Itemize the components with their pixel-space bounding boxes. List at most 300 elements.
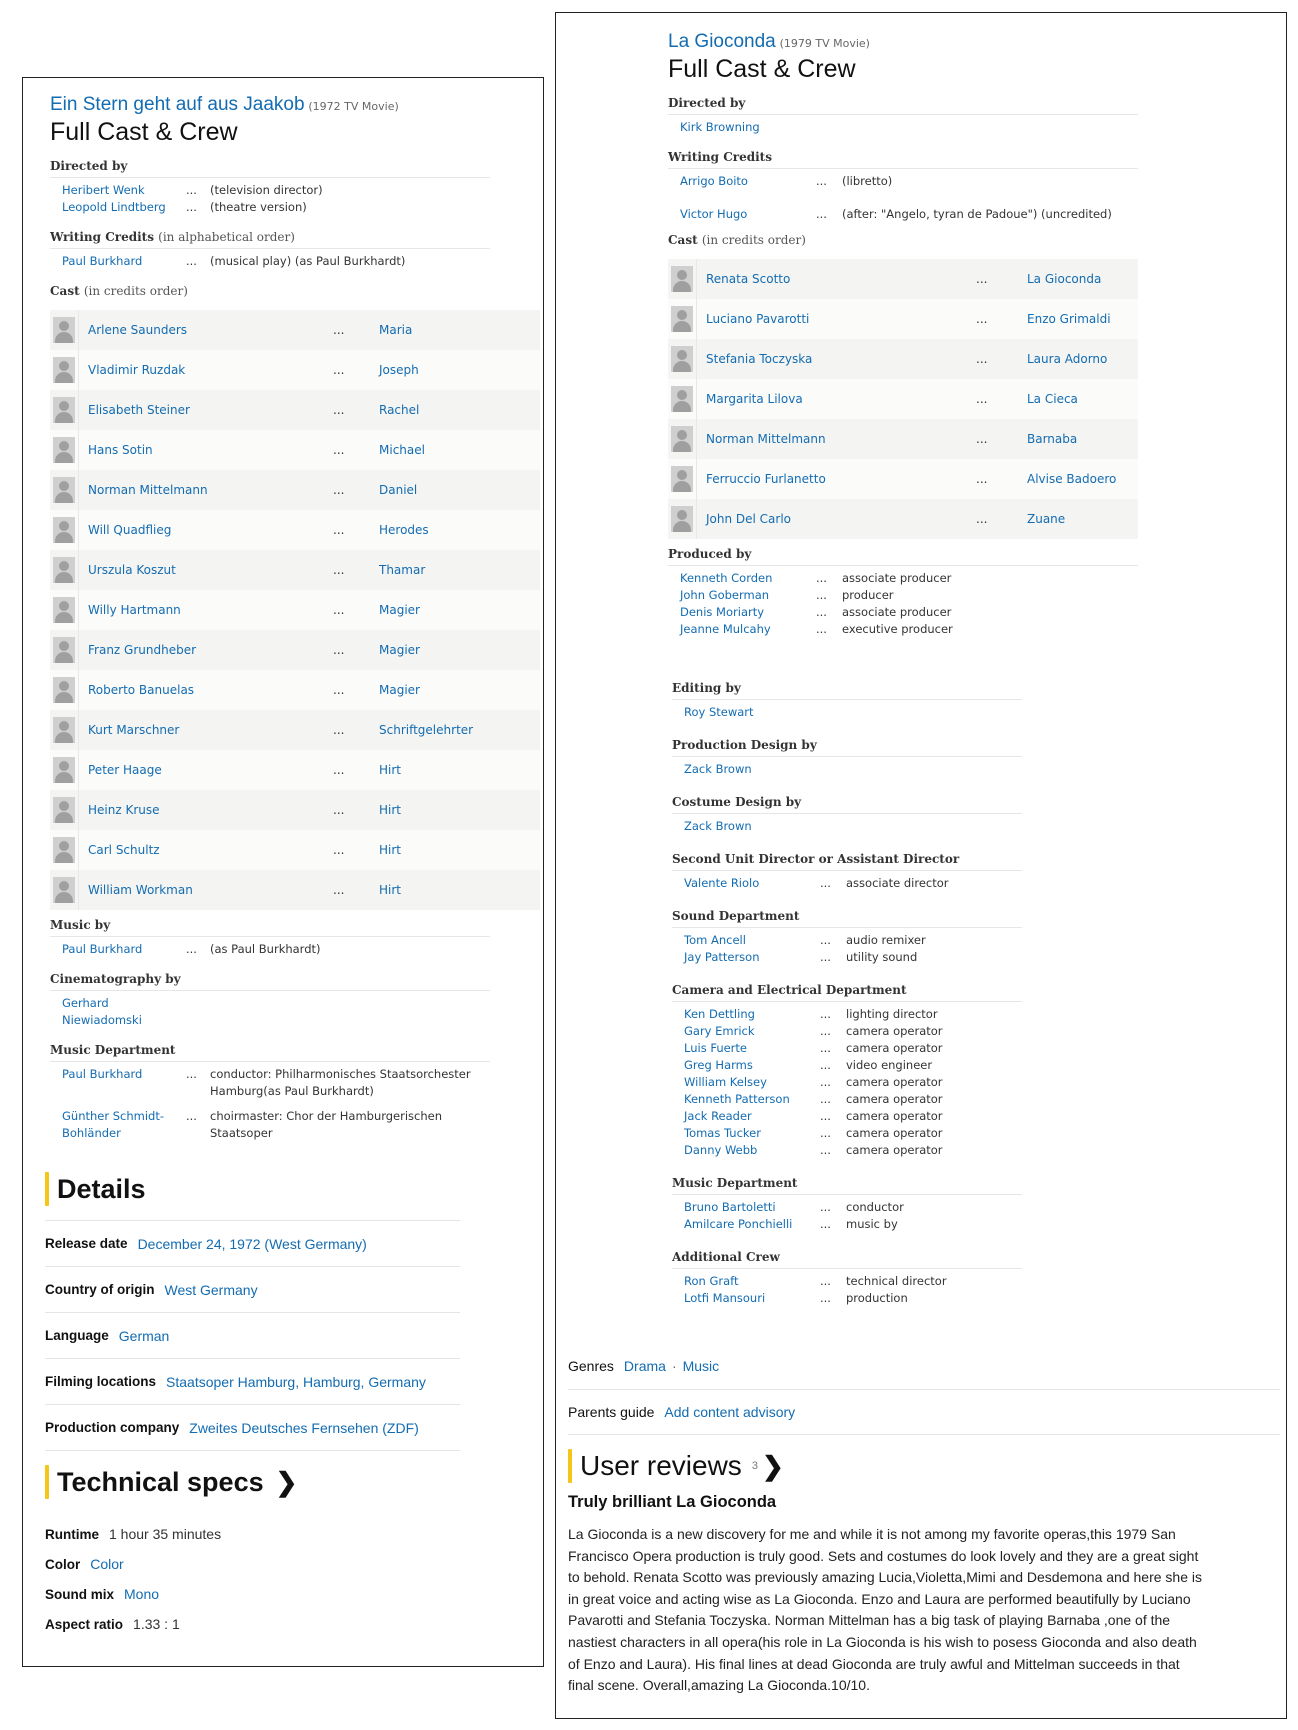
detail-value-link[interactable]: Zweites Deutsches Fernsehen (ZDF) <box>189 1419 419 1436</box>
avatar-placeholder-icon[interactable] <box>53 717 75 743</box>
cast-row <box>668 419 1138 459</box>
camera-dept-list <box>672 1006 1022 1159</box>
crew-row <box>50 1066 490 1100</box>
avatar-placeholder-icon[interactable] <box>53 797 75 823</box>
tech-specs-list <box>45 1519 460 1639</box>
crew-credit: associate producer <box>842 571 952 585</box>
crew-name-link[interactable]: Ron Graft <box>684 1274 739 1288</box>
left-title-line <box>50 94 490 116</box>
chevron-right-icon[interactable]: ❯ <box>275 1466 298 1497</box>
cast-photo-cell <box>668 339 697 379</box>
crew-row <box>672 1108 1022 1125</box>
avatar-placeholder-icon[interactable] <box>53 557 75 583</box>
left-music-dept-list <box>50 1066 490 1142</box>
actor-name-link[interactable]: John Del Carlo <box>697 499 977 539</box>
cast-row <box>668 299 1138 339</box>
character-name-link[interactable]: Rachel <box>379 390 540 430</box>
crew-dots: ... <box>820 1109 831 1123</box>
cast-dots: ... <box>333 550 379 590</box>
actor-name-link[interactable]: Willy Hartmann <box>79 590 334 630</box>
actor-name-link[interactable]: Ferruccio Furlanetto <box>697 459 977 499</box>
actor-name-link[interactable]: Carl Schultz <box>79 830 334 870</box>
left-full-cast-area <box>50 94 490 1142</box>
genres-row <box>568 1343 1280 1390</box>
cast-row <box>50 510 540 550</box>
crew-dots: ... <box>820 1200 831 1214</box>
left-directed-list <box>50 182 490 216</box>
review-line: to behold. Renata Scotto was previously amazing Lucia,Violetta,Mimi and Desdemona and here she is <box>568 1569 1202 1586</box>
crew-name-link[interactable]: Victor Hugo <box>680 207 748 221</box>
avatar-placeholder-icon[interactable] <box>671 466 693 492</box>
costume-design-list <box>672 818 1022 835</box>
crew-credit: (television director) <box>210 183 323 197</box>
cast-row <box>50 710 540 750</box>
right-produced-heading <box>668 547 1138 566</box>
crew-row <box>668 173 1138 190</box>
cast-row <box>668 339 1138 379</box>
cast-dots: ... <box>333 710 379 750</box>
actor-name-link[interactable]: Franz Grundheber <box>79 630 334 670</box>
crew-credit: (libretto) <box>842 174 893 188</box>
left-cinematography-list <box>50 995 490 1029</box>
crew-credit: executive producer <box>842 622 953 636</box>
crew-name-link[interactable]: Jack Reader <box>684 1109 752 1123</box>
crew-name-link[interactable]: Danny Webb <box>684 1143 758 1157</box>
crew-dots: ... <box>816 622 827 636</box>
cast-dots: ... <box>333 430 379 470</box>
crew-credit: utility sound <box>846 950 918 964</box>
actor-name-link[interactable]: Hans Sotin <box>79 430 334 470</box>
technical-specs-heading[interactable] <box>45 1465 460 1499</box>
crew-credit: audio remixer <box>846 933 926 947</box>
detail-label: Release date <box>45 1236 128 1251</box>
parents-guide-row <box>568 1390 1280 1435</box>
review-line: of Enzo and Laura). His final lines at dead Gioconda are truly awful and Mittelman succeeds in that <box>568 1655 1180 1672</box>
crew-name-link[interactable]: Günther Schmidt- Bohländer <box>62 1109 165 1140</box>
detail-value-link[interactable]: December 24, 1972 (West Germany) <box>137 1235 367 1252</box>
character-name-link[interactable]: Laura Adorno <box>1027 339 1138 379</box>
genres-label: Genres <box>568 1358 614 1374</box>
cast-photo-cell <box>50 430 79 470</box>
crew-name-link[interactable]: Jay Patterson <box>684 950 760 964</box>
cast-row <box>50 750 540 790</box>
cast-photo-cell <box>50 310 79 350</box>
cast-photo-cell <box>50 590 79 630</box>
right-writing-list <box>668 173 1138 223</box>
cast-photo-cell <box>50 830 79 870</box>
left-movie-title-link[interactable]: Ein Stern geht auf aus Jaakob <box>50 94 305 115</box>
cast-row <box>668 259 1138 299</box>
avatar-placeholder-icon[interactable] <box>671 346 693 372</box>
avatar-placeholder-icon[interactable] <box>671 386 693 412</box>
character-name-link[interactable]: Magier <box>379 590 540 630</box>
cast-dots: ... <box>333 590 379 630</box>
cast-row <box>50 870 540 910</box>
sound-dept-list <box>672 932 1022 966</box>
cast-dots: ... <box>333 750 379 790</box>
crew-dots: ... <box>186 254 197 268</box>
left-cast-table <box>50 310 540 910</box>
crew-name-link[interactable]: Paul Burkhard <box>62 942 143 956</box>
avatar-placeholder-icon[interactable] <box>53 597 75 623</box>
sound-dept-label: Sound Department <box>672 909 800 923</box>
second-unit-heading <box>672 852 1022 871</box>
character-name-link[interactable]: Hirt <box>379 830 540 870</box>
tech-spec-label: Aspect ratio <box>45 1616 124 1632</box>
crew-dots: ... <box>186 942 197 956</box>
right-bottom-section <box>568 1343 1280 1697</box>
crew-dots: ... <box>816 207 827 221</box>
crew-name-link[interactable]: Amilcare Ponchielli <box>684 1217 793 1231</box>
avatar-placeholder-icon[interactable] <box>53 837 75 863</box>
crew-dots: ... <box>820 1217 831 1231</box>
details-heading-text: Details <box>57 1173 146 1204</box>
crew-row <box>672 1290 1022 1307</box>
cast-dots: ... <box>976 459 1027 499</box>
actor-name-link[interactable]: Will Quadflieg <box>79 510 334 550</box>
cast-photo-cell <box>668 379 697 419</box>
crew-credit: music by <box>846 1217 898 1231</box>
crew-name-link[interactable]: Kenneth Corden <box>680 571 773 585</box>
crew-name-link[interactable]: John Goberman <box>680 588 770 602</box>
editing-list <box>672 704 1022 721</box>
cast-photo-cell <box>50 870 79 910</box>
actor-name-link[interactable]: Roberto Banuelas <box>79 670 334 710</box>
cast-dots: ... <box>333 310 379 350</box>
right-produced-label: Produced by <box>668 547 752 561</box>
cast-row <box>50 310 540 350</box>
cast-row <box>50 590 540 630</box>
avatar-placeholder-icon[interactable] <box>671 426 693 452</box>
cast-photo-cell <box>50 790 79 830</box>
cast-photo-cell <box>668 459 697 499</box>
right-produced-list <box>668 570 1138 638</box>
detail-value-link[interactable]: German <box>118 1327 170 1344</box>
crew-row <box>672 1273 1022 1290</box>
crew-name-link[interactable]: Greg Harms <box>684 1058 753 1072</box>
avatar-placeholder-icon[interactable] <box>53 357 75 383</box>
review-line: Francisco Opera production is truly good. Sets and costumes do look lovely and they are a great sight <box>568 1547 1199 1564</box>
right-writing-heading <box>668 150 1138 169</box>
detail-label: Language <box>45 1328 109 1343</box>
genre-link-drama[interactable]: Drama <box>623 1358 666 1374</box>
character-name-link[interactable]: Michael <box>379 430 540 470</box>
character-name-link[interactable]: La Cieca <box>1027 379 1138 419</box>
crew-row <box>668 119 1138 136</box>
review-line: La Gioconda is a new discovery for me and while it is not among my favorite operas,this 1979 San <box>568 1526 1176 1542</box>
tech-spec-row <box>45 1549 460 1579</box>
crew-name-link[interactable]: Bruno Bartoletti <box>684 1200 776 1214</box>
actor-name-link[interactable]: Urszula Koszut <box>79 550 334 590</box>
crew-dots: ... <box>820 1075 831 1089</box>
crew-row <box>672 1091 1022 1108</box>
right-cast-heading <box>668 233 1138 251</box>
crew-row <box>672 1006 1022 1023</box>
crew-name-link[interactable]: Luis Fuerte <box>684 1041 747 1055</box>
avatar-placeholder-icon[interactable] <box>53 477 75 503</box>
crew-dots: ... <box>820 1126 831 1140</box>
crew-name-link[interactable]: Tom Ancell <box>684 933 746 947</box>
left-cast-sub: (in credits order) <box>83 284 188 298</box>
cast-photo-cell <box>668 299 697 339</box>
crew-credit: producer <box>842 588 894 602</box>
crew-credit: camera operator <box>846 1143 943 1157</box>
review-title[interactable]: Truly brilliant La Gioconda <box>568 1493 777 1511</box>
crew-dots: ... <box>820 876 831 890</box>
review-line: final scene. Overall,amazing La Gioconda.10/10. <box>568 1677 870 1694</box>
crew-row <box>672 875 1022 892</box>
avatar-placeholder-icon[interactable] <box>671 266 693 292</box>
crew-dots: ... <box>820 1274 831 1288</box>
character-name-link[interactable]: Alvise Badoero <box>1027 459 1138 499</box>
right-cast-table <box>668 259 1138 539</box>
crew-name-link[interactable]: Tomas Tucker <box>684 1126 761 1140</box>
details-section <box>45 1172 460 1639</box>
actor-name-link[interactable]: Stefania Toczyska <box>697 339 977 379</box>
right-directed-list <box>668 119 1138 136</box>
cast-dots: ... <box>976 419 1027 459</box>
right-movie-title-link[interactable]: La Gioconda <box>668 31 776 52</box>
right-cast-sub: (in credits order) <box>701 233 806 247</box>
crew-row <box>672 1074 1022 1091</box>
details-list <box>45 1220 460 1450</box>
camera-dept-label: Camera and Electrical Department <box>672 983 907 997</box>
cast-dots: ... <box>333 470 379 510</box>
detail-label: Country of origin <box>45 1282 155 1297</box>
actor-name-link[interactable]: Norman Mittelmann <box>79 470 334 510</box>
detail-row <box>45 1312 460 1358</box>
cast-photo-cell <box>50 550 79 590</box>
tech-spec-value: 1 hour 35 minutes <box>109 1526 222 1542</box>
crew-name-link[interactable]: Kenneth Patterson <box>684 1092 790 1106</box>
cast-photo-cell <box>668 419 697 459</box>
right-cast-label: Cast <box>668 233 698 247</box>
character-name-link[interactable]: La Gioconda <box>1027 259 1138 299</box>
crew-credit: technical director <box>846 1274 947 1288</box>
crew-credit: (theatre version) <box>210 200 307 214</box>
cast-dots: ... <box>333 870 379 910</box>
cast-row <box>50 670 540 710</box>
crew-dots: ... <box>816 571 827 585</box>
character-name-link[interactable]: Joseph <box>379 350 540 390</box>
genre-link-music[interactable]: Music <box>682 1358 720 1374</box>
crew-credit: production <box>846 1291 908 1305</box>
avatar-placeholder-icon[interactable] <box>671 306 693 332</box>
crew-name-link[interactable]: Valente Riolo <box>684 876 760 890</box>
parents-guide-label: Parents guide <box>568 1404 655 1420</box>
crew-name-link[interactable]: Ken Dettling <box>684 1007 755 1021</box>
left-directed-label: Directed by <box>50 159 128 173</box>
right-writing-label: Writing Credits <box>668 150 772 164</box>
cast-dots: ... <box>333 510 379 550</box>
detail-label: Filming locations <box>45 1374 157 1389</box>
actor-name-link[interactable]: Luciano Pavarotti <box>697 299 977 339</box>
actor-name-link[interactable]: William Workman <box>79 870 334 910</box>
sound-dept-heading <box>672 909 1022 928</box>
crew-name-link[interactable]: Gary Emrick <box>684 1024 755 1038</box>
avatar-placeholder-icon[interactable] <box>53 757 75 783</box>
tech-spec-value-link[interactable]: Color <box>90 1556 124 1572</box>
right-directed-label: Directed by <box>668 96 746 110</box>
crew-name-link[interactable]: Denis Moriarty <box>680 605 765 619</box>
costume-design-heading <box>672 795 1022 814</box>
tech-spec-row <box>45 1609 460 1639</box>
avatar-placeholder-icon[interactable] <box>53 517 75 543</box>
crew-dots: ... <box>820 1024 831 1038</box>
avatar-placeholder-icon[interactable] <box>53 397 75 423</box>
right-full-cast-heading: Full Cast & Crew <box>668 55 856 83</box>
cast-photo-cell <box>50 630 79 670</box>
actor-name-link[interactable]: Heinz Kruse <box>79 790 334 830</box>
tech-spec-label: Color <box>45 1556 81 1572</box>
tech-spec-label: Runtime <box>45 1526 99 1542</box>
character-name-link[interactable]: Barnaba <box>1027 419 1138 459</box>
cast-photo-cell <box>50 710 79 750</box>
character-name-link[interactable]: Hirt <box>379 870 540 910</box>
right-screenshot-panel <box>555 12 1287 1719</box>
crew-name-link[interactable]: William Kelsey <box>684 1075 767 1089</box>
left-writing-heading <box>50 230 490 249</box>
crew-row <box>672 704 1022 721</box>
crew-row <box>672 1199 1022 1216</box>
actor-name-link[interactable]: Norman Mittelmann <box>697 419 977 459</box>
crew-dots: ... <box>186 183 197 197</box>
crew-name-link[interactable]: Jeanne Mulcahy <box>680 622 771 636</box>
right-music-dept-list <box>672 1199 1022 1233</box>
user-reviews-heading[interactable] <box>568 1449 1280 1483</box>
cast-dots: ... <box>333 350 379 390</box>
avatar-placeholder-icon[interactable] <box>53 317 75 343</box>
crew-name-link[interactable]: Zack Brown <box>684 819 752 833</box>
add-content-advisory-link[interactable]: Add content advisory <box>664 1404 796 1420</box>
cast-row <box>50 830 540 870</box>
left-music-dept-label: Music Department <box>50 1043 176 1057</box>
character-name-link[interactable]: Hirt <box>379 750 540 790</box>
review-body <box>568 1524 1280 1697</box>
left-music-heading <box>50 918 490 937</box>
cast-dots: ... <box>976 379 1027 419</box>
character-name-link[interactable]: Magier <box>379 630 540 670</box>
cast-dots: ... <box>333 790 379 830</box>
cast-dots: ... <box>333 830 379 870</box>
left-cast-label: Cast <box>50 284 80 298</box>
character-name-link[interactable]: Daniel <box>379 470 540 510</box>
production-design-label: Production Design by <box>672 738 817 752</box>
detail-value-link[interactable]: West Germany <box>164 1281 258 1298</box>
cast-row <box>50 350 540 390</box>
details-heading <box>45 1172 460 1206</box>
character-name-link[interactable]: Zuane <box>1027 499 1138 539</box>
crew-row <box>672 1023 1022 1040</box>
left-writing-sub: (in alphabetical order) <box>158 230 295 244</box>
avatar-placeholder-icon[interactable] <box>53 677 75 703</box>
character-name-link[interactable]: Magier <box>379 670 540 710</box>
chevron-right-icon[interactable]: ❯ <box>761 1450 784 1481</box>
actor-name-link[interactable]: Margarita Lilova <box>697 379 977 419</box>
review-line: in great voice and acting wise as La Gioconda. Enzo and Laura are performed beautifully by Luciano <box>568 1590 1191 1607</box>
actor-name-link[interactable]: Elisabeth Steiner <box>79 390 334 430</box>
avatar-placeholder-icon[interactable] <box>53 637 75 663</box>
crew-name-link[interactable]: Arrigo Boito <box>680 174 748 188</box>
cast-row <box>50 470 540 510</box>
detail-value-link[interactable]: Staatsoper Hamburg, Hamburg, Germany <box>166 1373 426 1390</box>
crew-name-link[interactable]: Leopold Lindtberg <box>62 200 166 214</box>
avatar-placeholder-icon[interactable] <box>53 437 75 463</box>
actor-name-link[interactable]: Peter Haage <box>79 750 334 790</box>
cast-photo-cell <box>50 390 79 430</box>
crew-dots: ... <box>820 1143 831 1157</box>
left-cast-heading <box>50 284 490 302</box>
crew-name-link[interactable]: Gerhard Niewiadomski <box>62 996 142 1027</box>
crew-name-link[interactable]: Lotfi Mansouri <box>684 1291 766 1305</box>
reviews-count: 3 <box>751 1460 758 1472</box>
cast-photo-cell <box>50 670 79 710</box>
editing-label: Editing by <box>672 681 741 695</box>
right-movie-year: (1979 TV Movie) <box>779 37 870 50</box>
crew-row <box>672 818 1022 835</box>
crew-dots: ... <box>820 1092 831 1106</box>
crew-name-link[interactable]: Kirk Browning <box>680 120 760 134</box>
crew-name-link[interactable]: Zack Brown <box>684 762 752 776</box>
crew-name-link[interactable]: Paul Burkhard <box>62 1067 143 1081</box>
left-music-label: Music by <box>50 918 111 932</box>
left-directed-heading <box>50 159 490 178</box>
costume-design-label: Costume Design by <box>672 795 802 809</box>
character-name-link[interactable]: Enzo Grimaldi <box>1027 299 1138 339</box>
crew-credit: camera operator <box>846 1126 943 1140</box>
avatar-placeholder-icon[interactable] <box>53 877 75 903</box>
cast-row <box>50 430 540 470</box>
cast-dots: ... <box>976 499 1027 539</box>
character-name-link[interactable]: Thamar <box>379 550 540 590</box>
left-writing-label: Writing Credits <box>50 230 154 244</box>
cast-dots: ... <box>976 259 1027 299</box>
tech-spec-value-link[interactable]: Mono <box>124 1586 160 1602</box>
crew-name-link[interactable]: Paul Burkhard <box>62 254 143 268</box>
actor-name-link[interactable]: Vladimir Ruzdak <box>79 350 334 390</box>
actor-name-link[interactable]: Kurt Marschner <box>79 710 334 750</box>
second-unit-list <box>672 875 1022 892</box>
crew-row <box>50 941 490 958</box>
avatar-placeholder-icon[interactable] <box>671 506 693 532</box>
crew-dots: ... <box>820 1007 831 1021</box>
detail-row <box>45 1358 460 1404</box>
right-music-dept-label: Music Department <box>672 1176 798 1190</box>
actor-name-link[interactable]: Arlene Saunders <box>79 310 334 350</box>
crew-name-link[interactable]: Roy Stewart <box>684 705 754 719</box>
left-screenshot-panel <box>22 77 544 1667</box>
character-name-link[interactable]: Herodes <box>379 510 540 550</box>
cast-dots: ... <box>333 390 379 430</box>
crew-row <box>668 621 1138 638</box>
additional-crew-heading <box>672 1250 1022 1269</box>
additional-crew-list <box>672 1273 1022 1307</box>
cast-row <box>50 790 540 830</box>
character-name-link[interactable]: Maria <box>379 310 540 350</box>
crew-credit: camera operator <box>846 1092 943 1106</box>
character-name-link[interactable]: Schriftgelehrter <box>379 710 540 750</box>
crew-name-link[interactable]: Heribert Wenk <box>62 183 145 197</box>
cast-photo-cell <box>668 259 697 299</box>
actor-name-link[interactable]: Renata Scotto <box>697 259 977 299</box>
left-cinematography-label: Cinematography by <box>50 972 181 986</box>
crew-credit: associate producer <box>842 605 952 619</box>
character-name-link[interactable]: Hirt <box>379 790 540 830</box>
details-bottom-divider <box>45 1450 460 1465</box>
crew-credit: choirmaster: Chor der Hamburgerischen Staatsoper <box>210 1109 443 1140</box>
crew-row <box>672 1057 1022 1074</box>
right-title-line <box>668 31 1138 53</box>
